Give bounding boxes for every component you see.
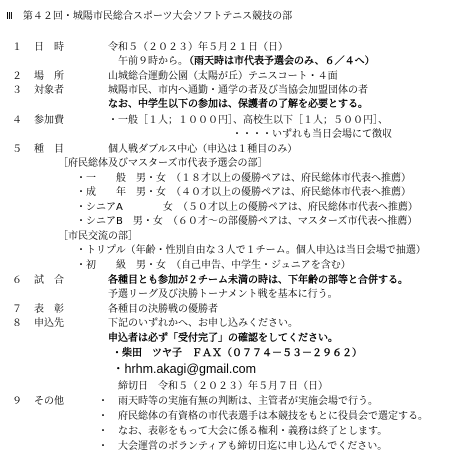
item-number: ７ <box>12 304 22 315</box>
events-intro: 個人戦ダブルス中心（申込は１種目のみ） <box>108 144 298 155</box>
event-row: ・成 年 男・女 （４０才以上の優勝ペアは、府民総体市代表へ推薦） <box>76 187 411 198</box>
item-number: ４ <box>12 115 22 126</box>
event-row: ・シニアA 女 （５０才以上の優勝ペアは、府民総体市代表へ推薦） <box>76 202 418 213</box>
other-row: ・ 府民総体の有資格の市代表選手は本競技をもとに役員会で選定する。 <box>98 411 428 422</box>
other-label: その他 <box>34 396 64 407</box>
event-row: ・一 般 男・女 （１８才以上の優勝ペアは、府民総体市代表へ推薦） <box>76 173 411 184</box>
item-number: １ <box>12 42 22 53</box>
fee-label: 参加費 <box>34 115 64 126</box>
eligibility-text: 城陽市民、市内へ通勤・通学の者及び当協会加盟団体の者 <box>108 85 368 96</box>
date-value: 令和５（２０２３）年５月２１日（日） <box>108 42 288 53</box>
event-group-heading: ［府民総体及びマスターズ市代表予選会の部］ <box>58 158 268 169</box>
venue-value: 山城総合運動公園（太陽が丘）テニスコート・４面 <box>108 71 338 82</box>
venue-label: 場 所 <box>34 71 64 82</box>
event-group-heading: ［市民交流の部］ <box>58 231 138 242</box>
event-row: ・初 級 男・女 （自己申告、中学生・ジュニアを含む） <box>76 260 351 271</box>
eligibility-label: 対象者 <box>34 85 64 96</box>
other-row: ・ 雨天時等の実施有無の判断は、主管者が実施会場で行う。 <box>98 396 378 407</box>
guardian-note: なお、中学生以下の参加は、保護者の了解を必要とする。 <box>108 99 368 110</box>
apply-instruction: 下記のいずれかへ、お申し込みください。 <box>108 318 298 329</box>
item-number: ６ <box>12 275 22 286</box>
match-format: 予選リーグ及び決勝トーナメント戦を基本に行う。 <box>108 289 338 300</box>
event-row: ・トリプル（年齢・性別自由な３人で１チーム。個人申込は当日会場で抽選） <box>76 245 426 256</box>
item-number: ８ <box>12 318 22 329</box>
event-row: ・シニアB 男・女 （６０才～の部優勝ペアは、マスターズ市代表へ推薦） <box>76 216 418 227</box>
start-time: 午前９時から。 <box>118 56 188 67</box>
item-number: ５ <box>12 144 22 155</box>
fee-text: ・一般［１人；１０００円］、高校生以下［１人；５００円］、 <box>108 115 388 126</box>
award-label: 表 彰 <box>34 304 64 315</box>
item-number: ９ <box>12 396 22 407</box>
contact-fax: ・柴田 ツヤ子 ＦＡＸ（０７７４－５３－２９６２） <box>112 348 362 359</box>
rain-note: （雨天時は市代表予選会のみ、６／４へ） <box>184 56 375 67</box>
events-label: 種 目 <box>34 144 64 155</box>
fee-collection-note: ・・・・いずれも当日会場にて徴収 <box>232 129 392 140</box>
other-row: ・ なお、表彰をもって大会に係る権利・義務は終了とします。 <box>98 426 388 437</box>
item-number: ２ <box>12 71 22 82</box>
confirm-note: 申込者は必ず「受付完了」の確認をしてください。 <box>108 333 338 344</box>
date-label: 日 時 <box>34 42 64 53</box>
other-row: ・ 大会運営のボランティアも締切日迄に申し込んでください。 <box>98 441 388 452</box>
item-number: ３ <box>12 85 22 96</box>
match-label: 試 合 <box>34 275 64 286</box>
contact-email[interactable]: ・hrhm.akagi@gmail.com <box>112 362 256 376</box>
award-text: 各種目の決勝戦の優勝者 <box>108 304 218 315</box>
page-title: Ⅲ 第４２回・城陽市民総合スポーツ大会ソフトテニス競技の部 <box>6 11 293 22</box>
merge-rule: 各種目とも参加が２チーム未満の時は、下年齢の部等と合併する。 <box>108 275 408 286</box>
deadline: 締切日 令和５（２０２３）年５月７日（日） <box>118 381 328 392</box>
apply-label: 申込先 <box>34 318 64 329</box>
